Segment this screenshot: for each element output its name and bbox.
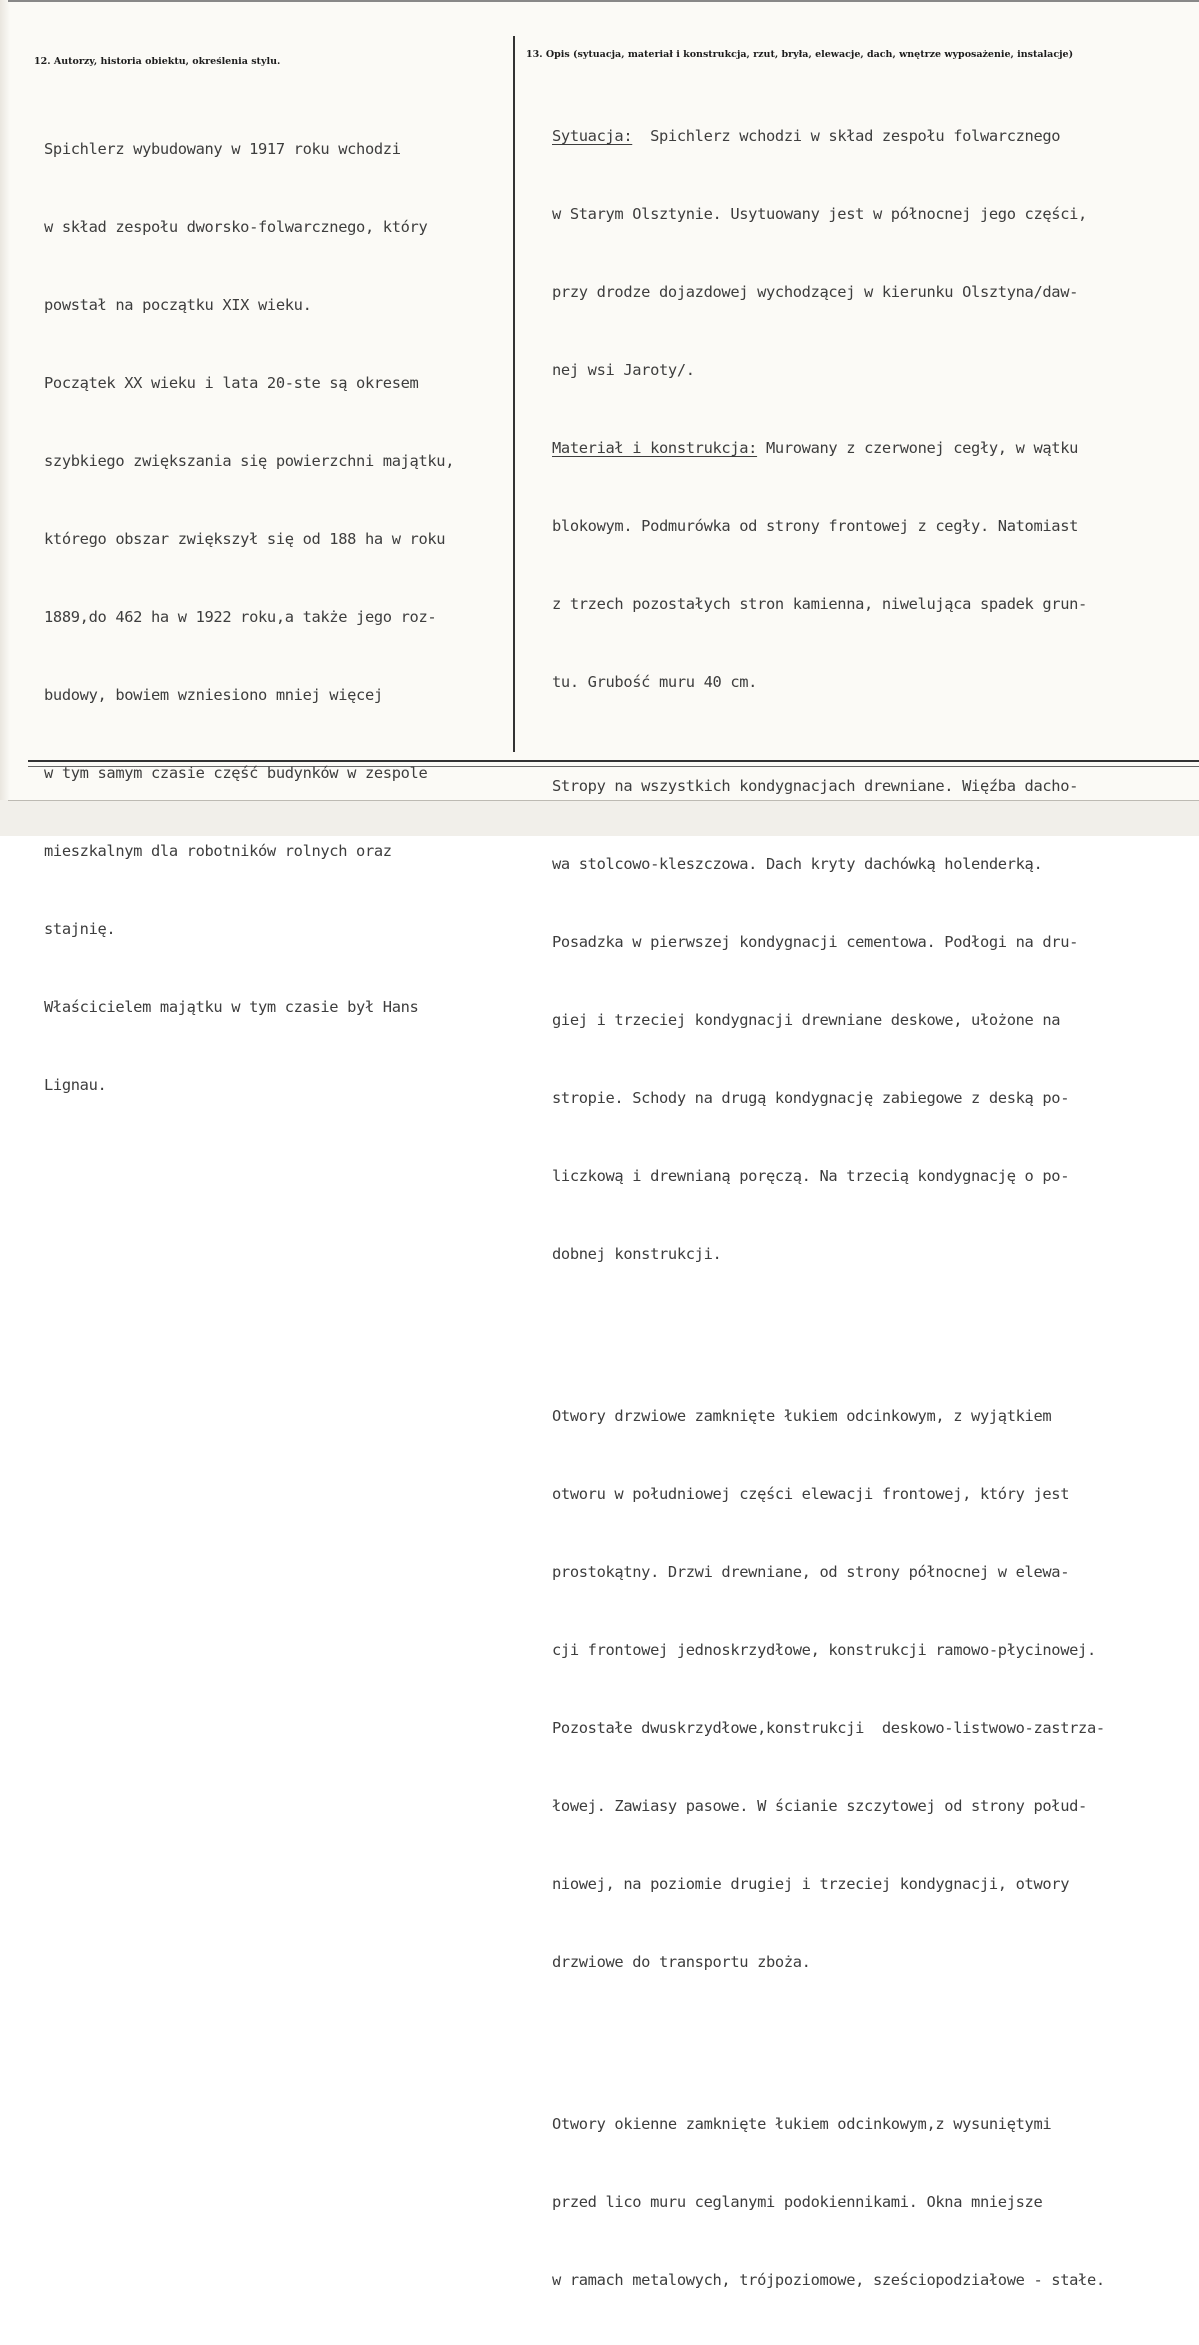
- material-text: Murowany z czerwonej cegły, w wątku: [757, 439, 1079, 457]
- text-line: Otwory drzwiowe zamknięte łukiem odcinkowym, z wyjątkiem: [552, 1407, 1052, 1425]
- text-line: Właścicielem majątku w tym czasie był Hans: [44, 998, 419, 1016]
- text-line: w skład zespołu dworsko-folwarcznego, który: [44, 218, 428, 236]
- text-line: szybkiego zwiększania się powierzchni majątku,: [44, 452, 455, 470]
- text-line: przy drodze dojazdowej wychodzącej w kierunku Olsztyna/daw-: [552, 283, 1079, 301]
- situation-text: Spichlerz wchodzi w skład zespołu folwarcznego: [632, 127, 1061, 145]
- text-line: Otwory okienne zamknięte łukiem odcinkowym,z wysuniętymi: [552, 2115, 1052, 2133]
- text-line: budowy, bowiem wzniesiono mniej więcej: [44, 686, 383, 704]
- column-divider: [513, 36, 515, 752]
- history-text: [44, 84, 454, 1150]
- text-line: liczkową i drewnianą poręczą. Na trzecią kondygnację o po-: [552, 1167, 1070, 1185]
- text-line: Lignau.: [44, 1076, 107, 1094]
- text-line: Posadzka w pierwszej kondygnacji cementowa. Podłogi na dru-: [552, 933, 1079, 951]
- text-line: którego obszar zwiększył się od 188 ha w roku: [44, 530, 446, 548]
- text-line: 1889,do 462 ha w 1922 roku,a także jego roz-: [44, 608, 437, 626]
- text-line: otworu w południowej części elewacji frontowej, który jest: [552, 1485, 1070, 1503]
- text-line: w Starym Olsztynie. Usytuowany jest w północnej jego części,: [552, 205, 1087, 223]
- text-line: stajnię.: [44, 920, 116, 938]
- material-first-line: [552, 435, 1105, 461]
- text-line: prostokątny. Drzwi drewniane, od strony północnej w elewa-: [552, 1563, 1070, 1581]
- text-line: drzwiowe do transportu zboża.: [552, 1953, 811, 1971]
- text-line: tu. Grubość muru 40 cm.: [552, 673, 758, 691]
- text-line: wa stolcowo-kleszczowa. Dach kryty dachówką holenderką.: [552, 855, 1043, 873]
- text-line: blokowym. Podmurówka od strony frontowej z cegły. Natomiast: [552, 517, 1079, 535]
- text-line: łowej. Zawiasy pasowe. W ścianie szczytowej od strony połud-: [552, 1797, 1087, 1815]
- top-border: [8, 0, 1199, 2]
- text-line: nej wsi Jaroty/.: [552, 361, 695, 379]
- text-line: z trzech pozostałych stron kamienna, niwelująca spadek grun-: [552, 595, 1087, 613]
- text-line: w tym samym czasie część budynków w zespole: [44, 764, 428, 782]
- situation-first-line: [552, 123, 1105, 149]
- text-line: dobnej konstrukcji.: [552, 1245, 722, 1263]
- situation-label: Sytuacja:: [552, 127, 633, 145]
- text-line: cji frontowej jednoskrzydłowe, konstrukcji ramowo-płycinowej.: [552, 1641, 1096, 1659]
- text-line: Pozostałe dwuskrzydłowe,konstrukcji deskowo-listwowo-zastrza-: [552, 1719, 1105, 1737]
- text-line: stropie. Schody na drugą kondygnację zabiegowe z deską po-: [552, 1089, 1070, 1107]
- text-line: niowej, na poziomie drugiej i trzeciej kondygnacji, otwory: [552, 1875, 1070, 1893]
- text-line: Początek XX wieku i lata 20-ste są okresem: [44, 374, 419, 392]
- section-12-heading: 12. Autorzy, historia obiektu, określenia stylu.: [34, 56, 281, 67]
- section-13-heading: 13. Opis (sytuacja, materiał i konstrukcja, rzut, bryła, elewacje, dach, wnętrze wyposażenie, instalacje): [526, 49, 1074, 60]
- text-line: powstał na początku XIX wieku.: [44, 296, 312, 314]
- description-text: [552, 71, 1105, 2345]
- text-line: giej i trzeciej kondygnacji drewniane deskowe, ułożone na: [552, 1011, 1061, 1029]
- material-label: Materiał i konstrukcja:: [552, 439, 758, 457]
- text-line: Spichlerz wybudowany w 1917 roku wchodzi: [44, 140, 401, 158]
- text-line: w ramach metalowych, trójpoziomowe, sześciopodziałowe - stałe.: [552, 2271, 1105, 2289]
- text-line: mieszkalnym dla robotników rolnych oraz: [44, 842, 392, 860]
- paper-edge-left: [0, 0, 10, 836]
- text-line: przed lico muru ceglanymi podokiennikami. Okna mniejsze: [552, 2193, 1043, 2211]
- text-line: Stropy na wszystkich kondygnacjach drewniane. Więźba dacho-: [552, 777, 1079, 795]
